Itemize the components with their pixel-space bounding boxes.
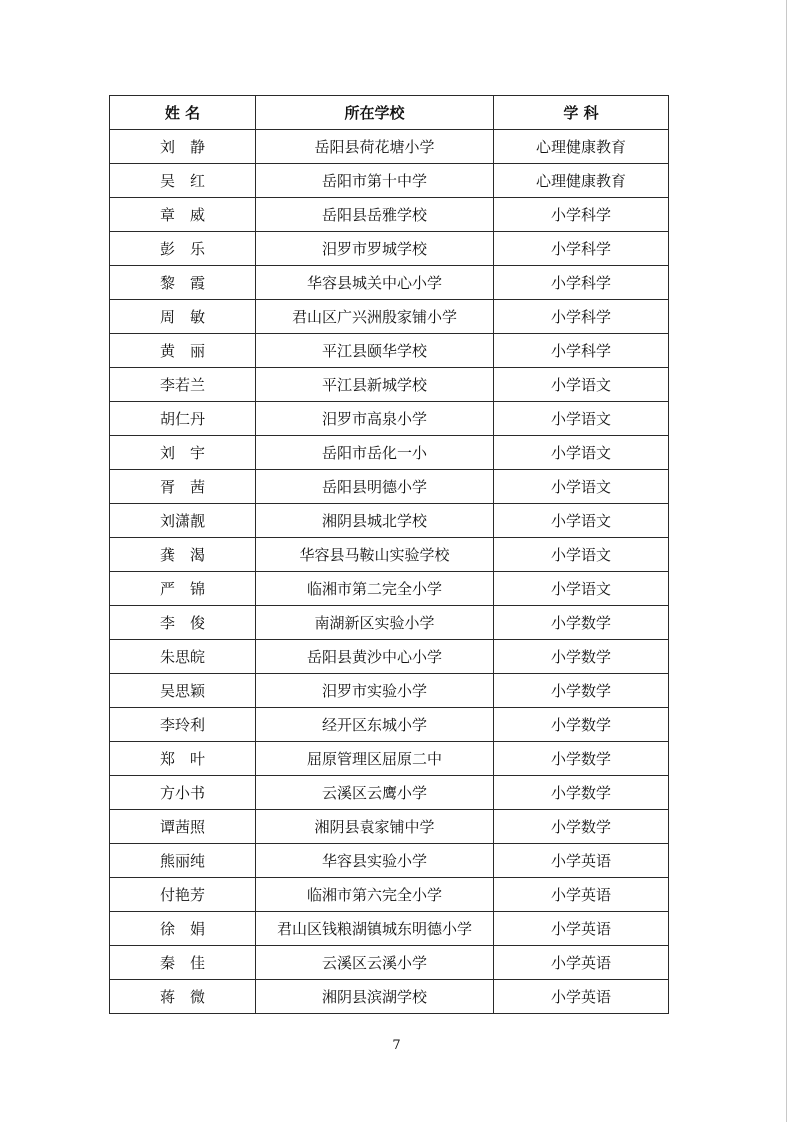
cell-subject: 小学数学 [494, 742, 669, 776]
cell-subject: 小学英语 [494, 878, 669, 912]
cell-subject: 小学数学 [494, 640, 669, 674]
table-row [110, 742, 669, 776]
cell-name: 蒋 微 [110, 980, 256, 1014]
cell-name: 胥 茜 [110, 470, 256, 504]
cell-name: 朱思皖 [110, 640, 256, 674]
table-row [110, 164, 669, 198]
table-row [110, 674, 669, 708]
cell-name: 秦 佳 [110, 946, 256, 980]
cell-subject: 小学数学 [494, 674, 669, 708]
cell-school: 岳阳县黄沙中心小学 [256, 640, 494, 674]
cell-subject: 小学数学 [494, 708, 669, 742]
cell-school: 临湘市第二完全小学 [256, 572, 494, 606]
cell-school: 岳阳县岳雅学校 [256, 198, 494, 232]
cell-school: 屈原管理区屈原二中 [256, 742, 494, 776]
cell-name: 郑 叶 [110, 742, 256, 776]
table-row [110, 300, 669, 334]
cell-subject: 小学科学 [494, 232, 669, 266]
table-row [110, 130, 669, 164]
cell-subject: 小学英语 [494, 844, 669, 878]
cell-name: 吴思颖 [110, 674, 256, 708]
cell-subject: 小学语文 [494, 538, 669, 572]
table-row [110, 436, 669, 470]
cell-name: 谭茜照 [110, 810, 256, 844]
cell-school: 汨罗市实验小学 [256, 674, 494, 708]
cell-school: 经开区东城小学 [256, 708, 494, 742]
cell-name: 龚 渴 [110, 538, 256, 572]
cell-subject: 心理健康教育 [494, 130, 669, 164]
table-row [110, 470, 669, 504]
cell-subject: 小学英语 [494, 912, 669, 946]
cell-subject: 小学语文 [494, 402, 669, 436]
cell-name: 黄 丽 [110, 334, 256, 368]
cell-name: 周 敏 [110, 300, 256, 334]
cell-subject: 小学科学 [494, 334, 669, 368]
header-name: 姓 名 [110, 96, 256, 130]
header-school: 所在学校 [256, 96, 494, 130]
cell-school: 华容县城关中心小学 [256, 266, 494, 300]
cell-school: 君山区广兴洲殷家铺小学 [256, 300, 494, 334]
cell-school: 平江县颐华学校 [256, 334, 494, 368]
cell-school: 岳阳县明德小学 [256, 470, 494, 504]
cell-school: 岳阳县荷花塘小学 [256, 130, 494, 164]
cell-name: 付艳芳 [110, 878, 256, 912]
cell-school: 湘阴县滨湖学校 [256, 980, 494, 1014]
cell-school: 云溪区云溪小学 [256, 946, 494, 980]
table-row [110, 708, 669, 742]
table-row [110, 504, 669, 538]
cell-subject: 小学语文 [494, 504, 669, 538]
table-row [110, 402, 669, 436]
cell-name: 严 锦 [110, 572, 256, 606]
cell-school: 南湖新区实验小学 [256, 606, 494, 640]
cell-school: 汨罗市高泉小学 [256, 402, 494, 436]
cell-school: 临湘市第六完全小学 [256, 878, 494, 912]
cell-subject: 小学语文 [494, 368, 669, 402]
cell-subject: 小学科学 [494, 266, 669, 300]
cell-school: 岳阳市第十中学 [256, 164, 494, 198]
scan-edge-line [786, 0, 787, 1122]
cell-subject: 小学数学 [494, 810, 669, 844]
cell-subject: 小学数学 [494, 776, 669, 810]
page-number: 7 [392, 1038, 401, 1053]
cell-name: 刘 静 [110, 130, 256, 164]
cell-school: 云溪区云鹰小学 [256, 776, 494, 810]
cell-subject: 小学科学 [494, 198, 669, 232]
cell-school: 岳阳市岳化一小 [256, 436, 494, 470]
table-row [110, 334, 669, 368]
table-row [110, 810, 669, 844]
cell-school: 华容县马鞍山实验学校 [256, 538, 494, 572]
cell-school: 华容县实验小学 [256, 844, 494, 878]
cell-name: 熊丽纯 [110, 844, 256, 878]
cell-name: 彭 乐 [110, 232, 256, 266]
cell-school: 君山区钱粮湖镇城东明德小学 [256, 912, 494, 946]
table-row [110, 946, 669, 980]
cell-school: 湘阴县城北学校 [256, 504, 494, 538]
cell-name: 刘潇靓 [110, 504, 256, 538]
cell-school: 汨罗市罗城学校 [256, 232, 494, 266]
cell-subject: 小学科学 [494, 300, 669, 334]
cell-subject: 小学语文 [494, 436, 669, 470]
cell-name: 徐 娟 [110, 912, 256, 946]
table-row [110, 572, 669, 606]
table-row [110, 368, 669, 402]
table-row [110, 776, 669, 810]
cell-school: 湘阴县袁家铺中学 [256, 810, 494, 844]
cell-subject: 小学语文 [494, 470, 669, 504]
table-row [110, 878, 669, 912]
table-row [110, 232, 669, 266]
table-header-row [110, 96, 669, 130]
cell-name: 刘 宇 [110, 436, 256, 470]
cell-subject: 心理健康教育 [494, 164, 669, 198]
cell-subject: 小学语文 [494, 572, 669, 606]
cell-name: 李玲利 [110, 708, 256, 742]
cell-name: 胡仁丹 [110, 402, 256, 436]
cell-subject: 小学英语 [494, 980, 669, 1014]
cell-name: 黎 霞 [110, 266, 256, 300]
table-row [110, 266, 669, 300]
cell-name: 李 俊 [110, 606, 256, 640]
table-row [110, 606, 669, 640]
teacher-roster-table [109, 95, 669, 1014]
table-row [110, 640, 669, 674]
table-row [110, 538, 669, 572]
cell-school: 平江县新城学校 [256, 368, 494, 402]
table-row [110, 980, 669, 1014]
table-row [110, 198, 669, 232]
table-row [110, 912, 669, 946]
cell-name: 方小书 [110, 776, 256, 810]
cell-name: 章 威 [110, 198, 256, 232]
cell-name: 吴 红 [110, 164, 256, 198]
cell-name: 李若兰 [110, 368, 256, 402]
header-subject: 学 科 [494, 96, 669, 130]
table-row [110, 844, 669, 878]
cell-subject: 小学数学 [494, 606, 669, 640]
cell-subject: 小学英语 [494, 946, 669, 980]
